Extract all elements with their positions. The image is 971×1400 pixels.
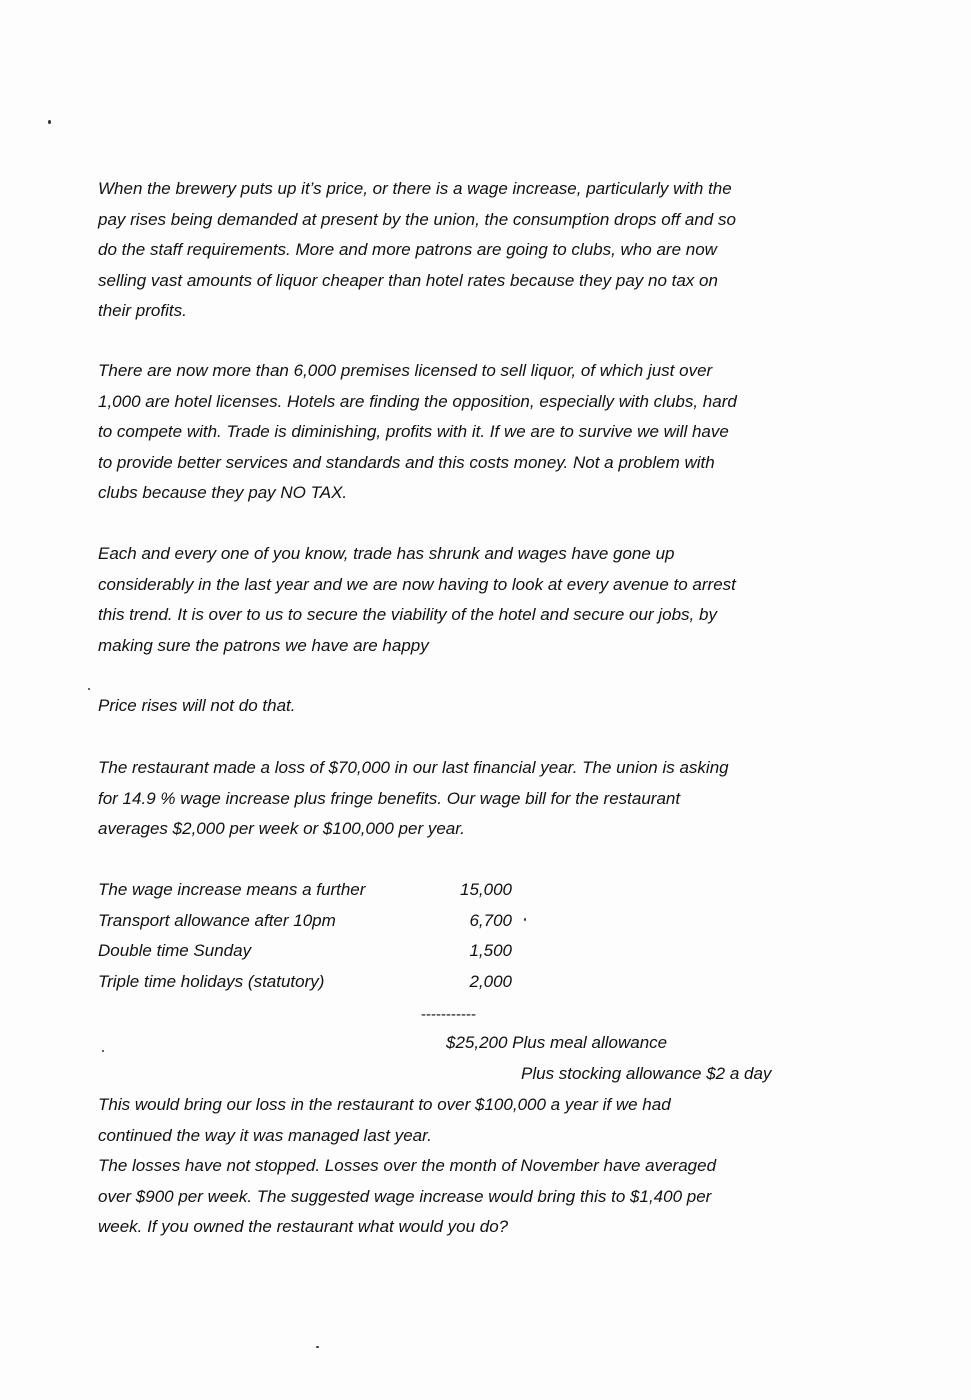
text-line: The losses have not stopped. Losses over the month of November have averaged bbox=[98, 1156, 717, 1175]
text-line: their profits. bbox=[98, 301, 187, 320]
cost-amount: 1,500 bbox=[469, 941, 512, 960]
text-line: considerably in the last year and we are now having to look at every avenue to arrest bbox=[98, 574, 736, 594]
paragraph-price-rises bbox=[98, 691, 838, 722]
text-line: There are now more than 6,000 premises licensed to sell liquor, of which just over bbox=[98, 361, 713, 380]
cost-row bbox=[98, 906, 558, 936]
text-line: continued the way it was managed last year. bbox=[98, 1125, 432, 1145]
text-line: do the staff requirements. More and more patrons are going to clubs, who are now bbox=[98, 240, 717, 259]
text-line: clubs because they pay NO TAX. bbox=[98, 483, 348, 502]
cost-amount: 2,000 bbox=[469, 972, 512, 991]
text-line: Price rises will not do that. bbox=[98, 696, 296, 715]
cost-row bbox=[98, 875, 558, 905]
text-line: over $900 per week. The suggested wage increase would bring this to $1,400 per bbox=[98, 1186, 712, 1206]
text-line: The restaurant made a loss of $70,000 in our last financial year. The union is asking bbox=[98, 758, 729, 777]
text-line: for 14.9 % wage increase plus fringe benefits. Our wage bill for the restaurant bbox=[98, 788, 681, 808]
text-line: Each and every one of you know, trade has shrunk and wages have gone up bbox=[98, 544, 675, 563]
text-line: selling vast amounts of liquor cheaper than hotel rates because they pay no tax on bbox=[98, 270, 718, 290]
cost-amount: 15,000 bbox=[460, 880, 512, 899]
total-separator: ----------- bbox=[421, 1006, 476, 1023]
paragraph-licensed-premises bbox=[98, 356, 838, 509]
text-line: averages $2,000 per week or $100,000 per year. bbox=[98, 819, 466, 838]
text-line: This would bring our loss in the restaurant to over $100,000 a year if we had bbox=[98, 1095, 671, 1114]
text-line: week. If you owned the restaurant what would you do? bbox=[98, 1217, 509, 1236]
cost-label: Triple time holidays (statutory) bbox=[98, 972, 325, 991]
paragraph-brewery-prices bbox=[98, 174, 838, 327]
cost-label: Transport allowance after 10pm bbox=[98, 911, 336, 930]
text-line: this trend. It is over to us to secure the viability of the hotel and secure our jobs, by bbox=[98, 605, 717, 624]
text-line: to compete with. Trade is diminishing, profits with it. If we are to survive we will have bbox=[98, 422, 729, 441]
scan-speck bbox=[102, 1050, 104, 1052]
cost-row bbox=[98, 936, 558, 966]
scan-speck bbox=[316, 1346, 319, 1348]
paragraph-restaurant-loss bbox=[98, 753, 838, 845]
cost-amount: 6,700 bbox=[469, 911, 512, 930]
cost-row bbox=[98, 967, 558, 997]
scan-speck bbox=[88, 688, 90, 690]
paragraph-conclusion bbox=[98, 1090, 838, 1243]
text-line: 1,000 are hotel licenses. Hotels are finding the opposition, especially with clubs, hard bbox=[98, 391, 737, 411]
text-line: pay rises being demanded at present by the union, the consumption drops off and so bbox=[98, 209, 736, 229]
cost-label: Double time Sunday bbox=[98, 941, 252, 960]
text-line: to provide better services and standards and this costs money. Not a problem with bbox=[98, 452, 715, 472]
text-line: When the brewery puts up it’s price, or there is a wage increase, particularly with the bbox=[98, 179, 732, 198]
scan-speck bbox=[48, 120, 51, 124]
text-line: making sure the patrons we have are happy bbox=[98, 635, 429, 655]
stocking-allowance-line: Plus stocking allowance $2 a day bbox=[521, 1064, 772, 1083]
cost-label: The wage increase means a further bbox=[98, 880, 366, 899]
total-line: $25,200 Plus meal allowance bbox=[446, 1033, 668, 1052]
paragraph-trade-shrunk bbox=[98, 539, 838, 661]
